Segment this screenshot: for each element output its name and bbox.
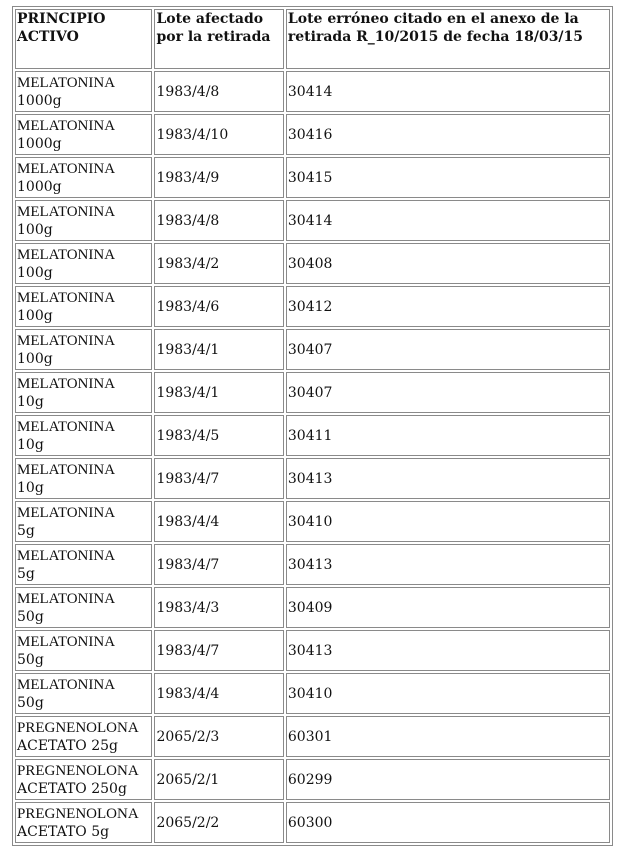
principio-activo-name: MELATONINA [17, 676, 116, 693]
cell-lote-afectado: 1983/4/9 [154, 157, 283, 198]
cell-lote-afectado: 2065/2/3 [154, 716, 283, 757]
cell-lote-erroneo: 30413 [286, 458, 610, 499]
cell-principio-activo [15, 501, 152, 542]
table-row [15, 200, 610, 241]
table-body [15, 71, 610, 843]
cell-lote-erroneo: 30412 [286, 286, 610, 327]
principio-activo-presentation: 1000g [17, 135, 62, 152]
cell-lote-erroneo: 60300 [286, 802, 610, 843]
table-row [15, 372, 610, 413]
principio-activo-presentation: ACETATO 25g [17, 737, 119, 754]
principio-activo-presentation: 5g [17, 522, 35, 539]
cell-lote-afectado: 2065/2/1 [154, 759, 283, 800]
principio-activo-name: MELATONINA [17, 461, 116, 478]
principio-activo-presentation: 10g [17, 479, 44, 496]
cell-lote-erroneo: 30414 [286, 71, 610, 112]
principio-activo-name: PREGNENOLONA [17, 719, 139, 736]
cell-principio-activo [15, 415, 152, 456]
cell-lote-erroneo: 30413 [286, 544, 610, 585]
table-row [15, 286, 610, 327]
table-row [15, 71, 610, 112]
table-row [15, 243, 610, 284]
table-header-row [15, 9, 610, 69]
cell-lote-afectado: 1983/4/3 [154, 587, 283, 628]
principio-activo-presentation: 10g [17, 393, 44, 410]
header-lote-erroneo: Lote erróneo citado en el anexo de la retirada R_10/2015 de fecha 18/03/15 [286, 9, 610, 69]
cell-lote-erroneo: 30407 [286, 372, 610, 413]
cell-principio-activo [15, 673, 152, 714]
cell-lote-afectado: 1983/4/2 [154, 243, 283, 284]
principio-activo-name: MELATONINA [17, 547, 116, 564]
cell-lote-erroneo: 30414 [286, 200, 610, 241]
cell-lote-afectado: 1983/4/5 [154, 415, 283, 456]
principio-activo-presentation: 5g [17, 565, 35, 582]
principio-activo-name: MELATONINA [17, 332, 116, 349]
principio-activo-name: MELATONINA [17, 74, 116, 91]
cell-lote-afectado: 1983/4/8 [154, 200, 283, 241]
cell-principio-activo [15, 286, 152, 327]
cell-principio-activo [15, 544, 152, 585]
header-principio-activo: PRINCIPIO ACTIVO [15, 9, 152, 69]
principio-activo-presentation: ACETATO 250g [17, 780, 127, 797]
cell-lote-afectado: 1983/4/4 [154, 673, 283, 714]
principio-activo-presentation: 100g [17, 307, 53, 324]
principio-activo-name: MELATONINA [17, 375, 116, 392]
principio-activo-presentation: 1000g [17, 92, 62, 109]
cell-lote-afectado: 1983/4/1 [154, 372, 283, 413]
principio-activo-presentation: 100g [17, 264, 53, 281]
cell-principio-activo [15, 802, 152, 843]
cell-lote-afectado: 1983/4/4 [154, 501, 283, 542]
cell-lote-erroneo: 30411 [286, 415, 610, 456]
cell-principio-activo [15, 329, 152, 370]
cell-principio-activo [15, 243, 152, 284]
cell-lote-erroneo: 30410 [286, 501, 610, 542]
cell-lote-afectado: 1983/4/10 [154, 114, 283, 155]
table-row [15, 673, 610, 714]
cell-lote-erroneo: 30415 [286, 157, 610, 198]
principio-activo-name: MELATONINA [17, 418, 116, 435]
header-lote-afectado: Lote afectado por la retirada [154, 9, 283, 69]
cell-principio-activo [15, 114, 152, 155]
table-row [15, 415, 610, 456]
table-row [15, 329, 610, 370]
cell-lote-afectado: 1983/4/8 [154, 71, 283, 112]
table-row [15, 157, 610, 198]
table-row [15, 501, 610, 542]
table-row [15, 802, 610, 843]
lot-table [12, 6, 613, 846]
table-row [15, 630, 610, 671]
cell-lote-afectado: 1983/4/7 [154, 630, 283, 671]
cell-lote-afectado: 1983/4/7 [154, 544, 283, 585]
table-row [15, 458, 610, 499]
principio-activo-name: MELATONINA [17, 117, 116, 134]
cell-lote-erroneo: 30413 [286, 630, 610, 671]
table-row [15, 544, 610, 585]
principio-activo-name: PREGNENOLONA [17, 762, 139, 779]
principio-activo-name: MELATONINA [17, 590, 116, 607]
principio-activo-name: MELATONINA [17, 246, 116, 263]
table-row [15, 587, 610, 628]
table-row [15, 759, 610, 800]
principio-activo-name: MELATONINA [17, 633, 116, 650]
principio-activo-name: MELATONINA [17, 160, 116, 177]
principio-activo-presentation: 50g [17, 694, 44, 711]
cell-lote-erroneo: 30407 [286, 329, 610, 370]
cell-principio-activo [15, 716, 152, 757]
lot-table-container [12, 6, 613, 846]
principio-activo-presentation: 100g [17, 221, 53, 238]
table-row [15, 114, 610, 155]
table-row [15, 716, 610, 757]
principio-activo-presentation: 100g [17, 350, 53, 367]
cell-lote-erroneo: 60299 [286, 759, 610, 800]
principio-activo-presentation: 1000g [17, 178, 62, 195]
principio-activo-presentation: ACETATO 5g [17, 823, 110, 840]
cell-principio-activo [15, 372, 152, 413]
cell-principio-activo [15, 157, 152, 198]
principio-activo-presentation: 10g [17, 436, 44, 453]
cell-lote-afectado: 1983/4/6 [154, 286, 283, 327]
cell-principio-activo [15, 458, 152, 499]
principio-activo-name: MELATONINA [17, 504, 116, 521]
principio-activo-name: MELATONINA [17, 203, 116, 220]
cell-principio-activo [15, 630, 152, 671]
cell-lote-erroneo: 30409 [286, 587, 610, 628]
cell-lote-afectado: 1983/4/7 [154, 458, 283, 499]
cell-lote-erroneo: 60301 [286, 716, 610, 757]
principio-activo-name: PREGNENOLONA [17, 805, 139, 822]
cell-principio-activo [15, 587, 152, 628]
cell-lote-afectado: 1983/4/1 [154, 329, 283, 370]
principio-activo-presentation: 50g [17, 651, 44, 668]
principio-activo-presentation: 50g [17, 608, 44, 625]
cell-lote-erroneo: 30410 [286, 673, 610, 714]
cell-lote-erroneo: 30408 [286, 243, 610, 284]
cell-principio-activo [15, 200, 152, 241]
principio-activo-name: MELATONINA [17, 289, 116, 306]
cell-lote-afectado: 2065/2/2 [154, 802, 283, 843]
cell-lote-erroneo: 30416 [286, 114, 610, 155]
cell-principio-activo [15, 759, 152, 800]
cell-principio-activo [15, 71, 152, 112]
